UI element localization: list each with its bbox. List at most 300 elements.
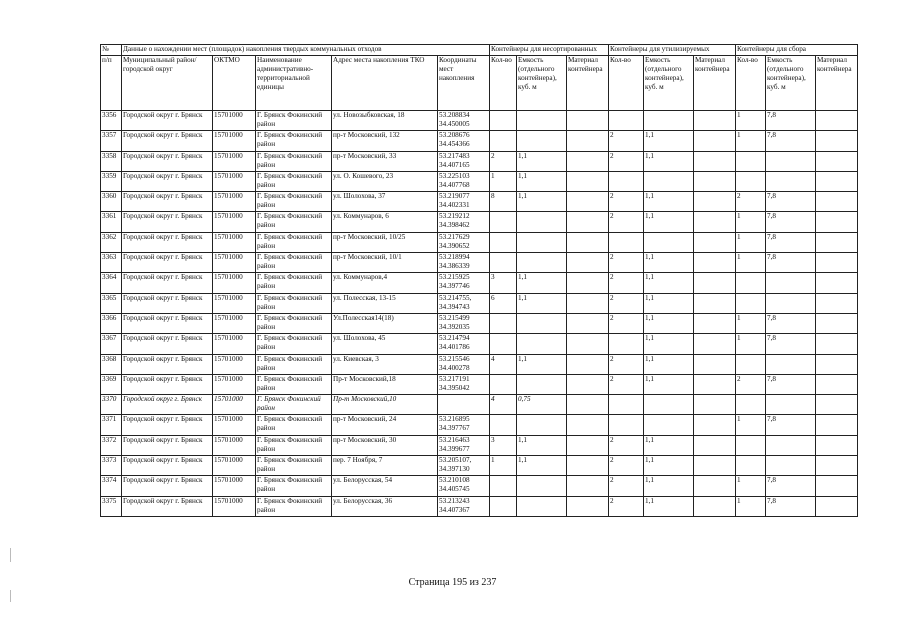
- cell-district: Городской округ г. Брянск: [122, 253, 213, 273]
- cell-n: 3360: [101, 192, 122, 212]
- cell-r-cap: 1,1: [644, 354, 694, 374]
- cell-c-cap: 7,8: [766, 313, 816, 333]
- cell-r-mat: [694, 435, 736, 455]
- cell-c-qty: [736, 456, 766, 476]
- cell-r-mat: [694, 395, 736, 415]
- column-header: Адрес места накопления ТКО: [332, 56, 438, 111]
- cell-unit: Г. Брянск Фокинский район: [256, 415, 332, 435]
- cell-c-qty: 1: [736, 232, 766, 252]
- cell-r-qty: [609, 415, 644, 435]
- cell-r-mat: [694, 334, 736, 354]
- cell-u-cap: 1,1: [517, 273, 567, 293]
- cell-u-mat: [567, 131, 609, 151]
- cell-c-cap: [766, 151, 816, 171]
- table-row: [101, 334, 858, 354]
- cell-unit: Г. Брянск Фокинский район: [256, 293, 332, 313]
- cell-oktmo: 15701000: [213, 354, 256, 374]
- cell-c-mat: [816, 131, 858, 151]
- column-header: Наименование административно-территориальной единицы: [256, 56, 332, 111]
- cell-r-mat: [694, 354, 736, 374]
- cell-r-mat: [694, 496, 736, 516]
- cell-n: 3370: [101, 395, 122, 415]
- cell-c-cap: [766, 273, 816, 293]
- cell-u-mat: [567, 476, 609, 496]
- header-group-collection: Контейнеры для сбора: [736, 45, 858, 56]
- cell-u-qty: 4: [490, 395, 517, 415]
- cell-n: 3362: [101, 232, 122, 252]
- column-header: ОКТМО: [213, 56, 256, 111]
- cell-address: ул. Новозыбковская, 18: [332, 111, 438, 131]
- cell-u-qty: [490, 253, 517, 273]
- cell-oktmo: 15701000: [213, 496, 256, 516]
- cell-oktmo: 15701000: [213, 192, 256, 212]
- cell-c-qty: 1: [736, 212, 766, 232]
- cell-r-cap: [644, 395, 694, 415]
- cell-unit: Г. Брянск Фокинский район: [256, 131, 332, 151]
- cell-u-cap: [517, 111, 567, 131]
- cell-r-qty: 2: [609, 151, 644, 171]
- cell-unit: Г. Брянск Фокинский район: [256, 313, 332, 333]
- cell-u-qty: [490, 496, 517, 516]
- cell-r-cap: 1,1: [644, 192, 694, 212]
- cell-r-cap: [644, 415, 694, 435]
- cell-n: 3357: [101, 131, 122, 151]
- cell-u-mat: [567, 111, 609, 131]
- cell-coords: 53.210108 34.405745: [438, 476, 490, 496]
- cell-unit: Г. Брянск Фокинский район: [256, 496, 332, 516]
- cell-c-qty: 1: [736, 111, 766, 131]
- cell-c-mat: [816, 253, 858, 273]
- cell-c-mat: [816, 496, 858, 516]
- cell-unit: Г. Брянск Фокинский район: [256, 232, 332, 252]
- cell-r-qty: [609, 171, 644, 191]
- cell-u-mat: [567, 253, 609, 273]
- cell-address: пр-т Московский, 132: [332, 131, 438, 151]
- cell-u-qty: [490, 212, 517, 232]
- cell-n: 3367: [101, 334, 122, 354]
- cell-c-qty: [736, 395, 766, 415]
- cell-district: Городской округ г. Брянск: [122, 395, 213, 415]
- cell-r-mat: [694, 415, 736, 435]
- cell-district: Городской округ г. Брянск: [122, 354, 213, 374]
- cell-u-mat: [567, 334, 609, 354]
- cell-address: ул. Полесская, 13-15: [332, 293, 438, 313]
- cell-oktmo: 15701000: [213, 334, 256, 354]
- cell-district: Городской округ г. Брянск: [122, 192, 213, 212]
- cell-district: Городской округ г. Брянск: [122, 496, 213, 516]
- cell-c-cap: 7,8: [766, 212, 816, 232]
- cell-n: 3375: [101, 496, 122, 516]
- cell-u-qty: [490, 313, 517, 333]
- cell-u-mat: [567, 313, 609, 333]
- cell-r-cap: 1,1: [644, 273, 694, 293]
- cell-coords: 53.217629 34.390652: [438, 232, 490, 252]
- cell-c-mat: [816, 395, 858, 415]
- table-row: [101, 476, 858, 496]
- cell-c-qty: 1: [736, 415, 766, 435]
- cell-u-cap: [517, 212, 567, 232]
- cell-u-mat: [567, 354, 609, 374]
- cell-c-mat: [816, 171, 858, 191]
- cell-unit: Г. Брянск Фокинский район: [256, 151, 332, 171]
- cell-district: Городской округ г. Брянск: [122, 111, 213, 131]
- cell-oktmo: 15701000: [213, 131, 256, 151]
- cell-address: ул. Шолохова, 45: [332, 334, 438, 354]
- cell-oktmo: 15701000: [213, 232, 256, 252]
- header-group-location: Данные о нахождении мест (площадок) накопления твердых коммунальных отходов: [122, 45, 490, 56]
- table-row: [101, 374, 858, 394]
- column-header: Кол-во: [490, 56, 517, 111]
- cell-u-mat: [567, 496, 609, 516]
- cell-u-cap: 1,1: [517, 151, 567, 171]
- cell-u-qty: 2: [490, 151, 517, 171]
- cell-district: Городской округ г. Брянск: [122, 435, 213, 455]
- cell-n: 3365: [101, 293, 122, 313]
- cell-u-qty: 3: [490, 273, 517, 293]
- page-number: Страница 195 из 237: [408, 577, 497, 588]
- cell-district: Городской округ г. Брянск: [122, 151, 213, 171]
- cell-u-mat: [567, 212, 609, 232]
- table-row: [101, 415, 858, 435]
- cell-c-cap: [766, 293, 816, 313]
- cell-c-qty: [736, 151, 766, 171]
- cell-c-cap: 7,8: [766, 334, 816, 354]
- cell-address: пер. 7 Ноября, 7: [332, 456, 438, 476]
- cell-c-qty: 1: [736, 253, 766, 273]
- cell-oktmo: 15701000: [213, 476, 256, 496]
- cell-c-mat: [816, 415, 858, 435]
- cell-r-cap: [644, 111, 694, 131]
- cell-r-qty: 2: [609, 496, 644, 516]
- cell-r-qty: 2: [609, 435, 644, 455]
- cell-unit: Г. Брянск Фокинский район: [256, 171, 332, 191]
- cell-address: Пр-т Московский,10: [332, 395, 438, 415]
- column-header: Емкость (отдельного контейнера), куб. м: [644, 56, 694, 111]
- cell-r-cap: [644, 232, 694, 252]
- cell-r-qty: 2: [609, 476, 644, 496]
- cell-u-cap: [517, 496, 567, 516]
- cell-u-cap: 1,1: [517, 456, 567, 476]
- cell-n: 3363: [101, 253, 122, 273]
- cell-n: 3358: [101, 151, 122, 171]
- cell-r-cap: 1,1: [644, 131, 694, 151]
- header-row-groups: [101, 45, 858, 56]
- cell-unit: Г. Брянск Фокинский район: [256, 212, 332, 232]
- cell-oktmo: 15701000: [213, 293, 256, 313]
- cell-r-qty: 2: [609, 374, 644, 394]
- cell-coords: 53.215546 34.400278: [438, 354, 490, 374]
- cell-address: Пр-т Московский,18: [332, 374, 438, 394]
- cell-c-mat: [816, 354, 858, 374]
- cell-u-cap: [517, 476, 567, 496]
- cell-oktmo: 15701000: [213, 415, 256, 435]
- cell-u-mat: [567, 192, 609, 212]
- cell-c-cap: 7,8: [766, 476, 816, 496]
- table-row: [101, 496, 858, 516]
- cell-address: пр-т Московский, 10/25: [332, 232, 438, 252]
- cell-n: 3371: [101, 415, 122, 435]
- cell-r-qty: 2: [609, 192, 644, 212]
- header-group-unsorted: Контейнеры для несортированных: [490, 45, 609, 56]
- cell-address: ул. Шолохова, 37: [332, 192, 438, 212]
- cell-u-cap: [517, 253, 567, 273]
- cell-c-mat: [816, 435, 858, 455]
- cell-oktmo: 15701000: [213, 212, 256, 232]
- cell-r-cap: 1,1: [644, 151, 694, 171]
- cell-oktmo: 15701000: [213, 171, 256, 191]
- cell-oktmo: 15701000: [213, 435, 256, 455]
- table-row: [101, 313, 858, 333]
- cell-coords: 53.208676 34.454366: [438, 131, 490, 151]
- cell-u-qty: 6: [490, 293, 517, 313]
- cell-u-mat: [567, 232, 609, 252]
- cell-coords: 53.218994 34.386339: [438, 253, 490, 273]
- cell-n: 3372: [101, 435, 122, 455]
- cell-r-mat: [694, 253, 736, 273]
- cell-r-cap: 1,1: [644, 496, 694, 516]
- cell-u-mat: [567, 273, 609, 293]
- cell-u-qty: [490, 374, 517, 394]
- cell-c-qty: 1: [736, 334, 766, 354]
- cell-r-qty: 2: [609, 212, 644, 232]
- table-row: [101, 435, 858, 455]
- cell-n: 3373: [101, 456, 122, 476]
- cell-r-qty: 2: [609, 253, 644, 273]
- cell-r-qty: 2: [609, 273, 644, 293]
- cell-r-cap: 1,1: [644, 435, 694, 455]
- table-row: [101, 354, 858, 374]
- cell-c-qty: [736, 171, 766, 191]
- cell-r-mat: [694, 111, 736, 131]
- cell-u-mat: [567, 374, 609, 394]
- cell-c-cap: [766, 171, 816, 191]
- cell-u-cap: [517, 415, 567, 435]
- cell-n: 3361: [101, 212, 122, 232]
- cell-r-cap: 1,1: [644, 334, 694, 354]
- cell-c-mat: [816, 374, 858, 394]
- containers-table: [100, 44, 858, 517]
- cell-c-mat: [816, 111, 858, 131]
- cell-coords: 53.214794 34.401786: [438, 334, 490, 354]
- cell-unit: Г. Брянск Фокинский район: [256, 374, 332, 394]
- cell-u-mat: [567, 415, 609, 435]
- cell-c-cap: 7,8: [766, 253, 816, 273]
- cell-r-cap: 1,1: [644, 476, 694, 496]
- cell-unit: Г. Брянск Фокинский район: [256, 253, 332, 273]
- cell-coords: 53.216463 34.399677: [438, 435, 490, 455]
- cell-c-cap: [766, 395, 816, 415]
- cell-r-qty: 2: [609, 293, 644, 313]
- cell-coords: 53.215499 34.392035: [438, 313, 490, 333]
- cell-district: Городской округ г. Брянск: [122, 171, 213, 191]
- cell-district: Городской округ г. Брянск: [122, 456, 213, 476]
- cell-coords: 53.208834 34.450005: [438, 111, 490, 131]
- cell-coords: 53.217191 34.395042: [438, 374, 490, 394]
- cell-coords: 53.219077 34.402331: [438, 192, 490, 212]
- column-header: Материал контейнера: [567, 56, 609, 111]
- cell-r-qty: 2: [609, 313, 644, 333]
- cell-unit: Г. Брянск Фокинский район: [256, 476, 332, 496]
- cell-r-qty: 2: [609, 354, 644, 374]
- cell-unit: Г. Брянск Фокинский район: [256, 456, 332, 476]
- cell-c-mat: [816, 151, 858, 171]
- table-row: [101, 456, 858, 476]
- cell-n: 3368: [101, 354, 122, 374]
- cell-unit: Г. Брянск Фокинский район: [256, 435, 332, 455]
- cell-coords: 53.205107, 34.397130: [438, 456, 490, 476]
- cell-unit: Г. Брянск Фокинский район: [256, 111, 332, 131]
- column-header: Координаты мест накопления: [438, 56, 490, 111]
- cell-u-qty: 4: [490, 354, 517, 374]
- cell-address: ул. Коммунаров,4: [332, 273, 438, 293]
- cell-u-qty: 1: [490, 456, 517, 476]
- cell-c-qty: 1: [736, 313, 766, 333]
- cell-oktmo: 15701000: [213, 456, 256, 476]
- cell-c-mat: [816, 273, 858, 293]
- cell-u-cap: [517, 334, 567, 354]
- cell-u-qty: [490, 415, 517, 435]
- cell-oktmo: 15701000: [213, 313, 256, 333]
- cell-address: пр-т Московский, 33: [332, 151, 438, 171]
- cell-c-cap: 7,8: [766, 232, 816, 252]
- cell-coords: 53.215925 34.397746: [438, 273, 490, 293]
- cell-unit: Г. Брянск Фокинский район: [256, 395, 332, 415]
- cell-oktmo: 15701000: [213, 253, 256, 273]
- cell-u-mat: [567, 151, 609, 171]
- table-row: [101, 395, 858, 415]
- cell-r-mat: [694, 232, 736, 252]
- table-row: [101, 232, 858, 252]
- header-no: №: [101, 45, 122, 56]
- cell-coords: 53.219212 34.398462: [438, 212, 490, 232]
- cell-r-mat: [694, 313, 736, 333]
- table-row: [101, 273, 858, 293]
- cell-u-cap: [517, 131, 567, 151]
- cell-district: Городской округ г. Брянск: [122, 232, 213, 252]
- table-row: [101, 131, 858, 151]
- cell-n: 3374: [101, 476, 122, 496]
- cell-c-qty: 1: [736, 131, 766, 151]
- cell-r-qty: [609, 395, 644, 415]
- cell-address: ул. Белорусская, 54: [332, 476, 438, 496]
- cell-u-mat: [567, 171, 609, 191]
- column-header: Материал контейнера: [816, 56, 858, 111]
- cell-c-mat: [816, 334, 858, 354]
- margin-mark: [10, 590, 11, 602]
- cell-unit: Г. Брянск Фокинский район: [256, 273, 332, 293]
- cell-r-mat: [694, 151, 736, 171]
- cell-u-mat: [567, 456, 609, 476]
- cell-r-cap: 1,1: [644, 253, 694, 273]
- cell-c-mat: [816, 313, 858, 333]
- cell-n: 3366: [101, 313, 122, 333]
- cell-coords: [438, 395, 490, 415]
- cell-coords: 53.225103 34.407768: [438, 171, 490, 191]
- cell-c-qty: [736, 435, 766, 455]
- cell-n: 3356: [101, 111, 122, 131]
- cell-address: пр-т Московский, 24: [332, 415, 438, 435]
- cell-district: Городской округ г. Брянск: [122, 273, 213, 293]
- cell-r-qty: [609, 334, 644, 354]
- cell-c-cap: 7,8: [766, 131, 816, 151]
- cell-c-mat: [816, 212, 858, 232]
- cell-district: Городской округ г. Брянск: [122, 293, 213, 313]
- cell-u-mat: [567, 435, 609, 455]
- cell-u-cap: 1,1: [517, 435, 567, 455]
- cell-u-cap: [517, 313, 567, 333]
- cell-unit: Г. Брянск Фокинский район: [256, 354, 332, 374]
- cell-oktmo: 15701000: [213, 273, 256, 293]
- table-row: [101, 151, 858, 171]
- cell-r-cap: [644, 171, 694, 191]
- cell-c-cap: 7,8: [766, 415, 816, 435]
- cell-c-mat: [816, 192, 858, 212]
- cell-address: ул. Киевская, 3: [332, 354, 438, 374]
- cell-c-mat: [816, 476, 858, 496]
- column-header: Емкость (отдельного контейнера), куб. м: [766, 56, 816, 111]
- column-header: Кол-во: [736, 56, 766, 111]
- cell-address: Ул.Полесская14(18): [332, 313, 438, 333]
- cell-r-mat: [694, 374, 736, 394]
- cell-r-mat: [694, 476, 736, 496]
- cell-r-cap: 1,1: [644, 212, 694, 232]
- cell-u-qty: [490, 232, 517, 252]
- cell-u-qty: [490, 476, 517, 496]
- cell-u-cap: 1,1: [517, 192, 567, 212]
- cell-coords: 53.214755, 34.394743: [438, 293, 490, 313]
- cell-u-qty: 1: [490, 171, 517, 191]
- cell-r-qty: 2: [609, 456, 644, 476]
- column-header: п/п: [101, 56, 122, 111]
- cell-district: Городской округ г. Брянск: [122, 131, 213, 151]
- cell-coords: 53.217483 34.407165: [438, 151, 490, 171]
- table-row: [101, 171, 858, 191]
- cell-r-cap: 1,1: [644, 374, 694, 394]
- cell-address: ул. Коммунаров, 6: [332, 212, 438, 232]
- cell-c-qty: [736, 354, 766, 374]
- cell-u-cap: 1,1: [517, 171, 567, 191]
- cell-u-qty: 8: [490, 192, 517, 212]
- cell-c-qty: 1: [736, 476, 766, 496]
- cell-r-cap: 1,1: [644, 456, 694, 476]
- cell-r-qty: [609, 111, 644, 131]
- table-row: [101, 293, 858, 313]
- cell-c-cap: 7,8: [766, 111, 816, 131]
- cell-address: ул. О. Кошевого, 23: [332, 171, 438, 191]
- cell-c-cap: 7,8: [766, 374, 816, 394]
- cell-u-cap: 1,1: [517, 293, 567, 313]
- cell-address: пр-т Московский, 10/1: [332, 253, 438, 273]
- cell-address: ул. Белорусская, 36: [332, 496, 438, 516]
- column-header: Кол-во: [609, 56, 644, 111]
- cell-c-mat: [816, 232, 858, 252]
- cell-u-qty: 3: [490, 435, 517, 455]
- cell-oktmo: 15701000: [213, 374, 256, 394]
- cell-u-qty: [490, 334, 517, 354]
- cell-c-qty: 2: [736, 374, 766, 394]
- cell-district: Городской округ г. Брянск: [122, 334, 213, 354]
- cell-c-qty: 2: [736, 192, 766, 212]
- cell-district: Городской округ г. Брянск: [122, 415, 213, 435]
- cell-c-qty: 1: [736, 496, 766, 516]
- cell-r-cap: 1,1: [644, 313, 694, 333]
- cell-c-mat: [816, 456, 858, 476]
- cell-c-qty: [736, 273, 766, 293]
- cell-unit: Г. Брянск Фокинский район: [256, 334, 332, 354]
- cell-r-qty: 2: [609, 131, 644, 151]
- cell-u-cap: [517, 374, 567, 394]
- column-header: Материал контейнера: [694, 56, 736, 111]
